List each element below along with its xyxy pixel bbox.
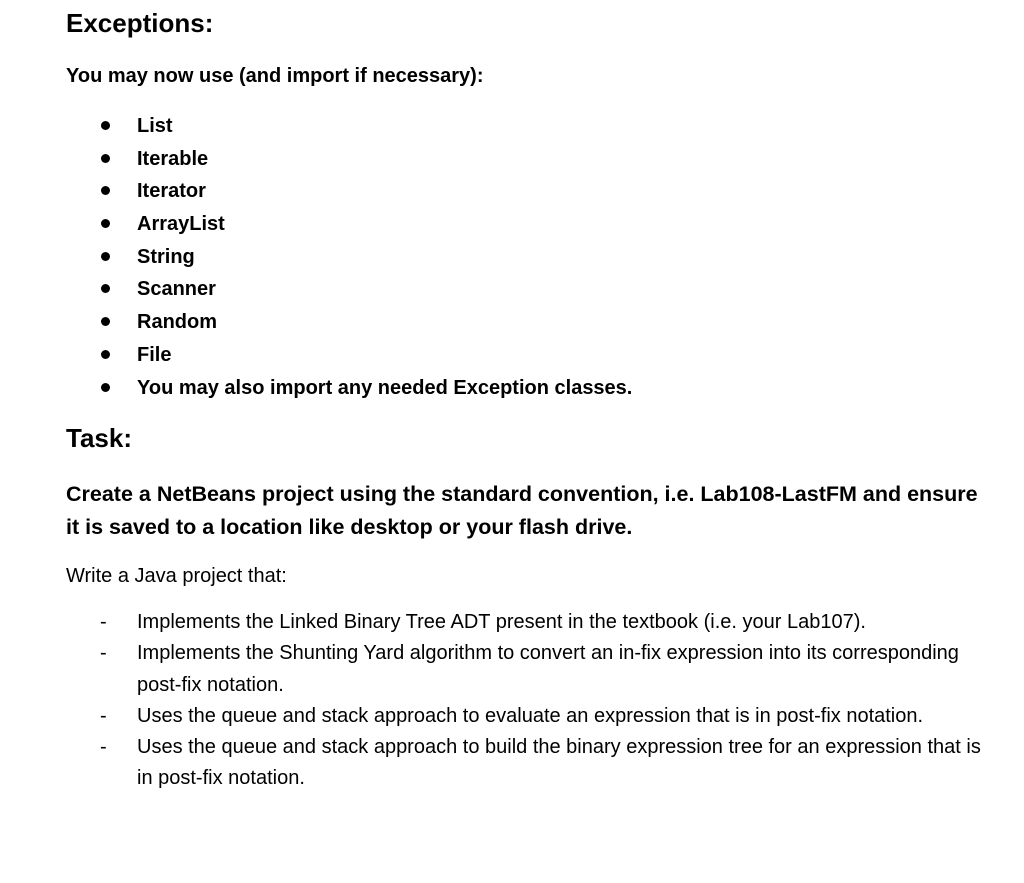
dash-icon: - [100, 704, 107, 727]
bullet-icon [101, 154, 110, 163]
list-item: List [66, 110, 632, 143]
list-item: Iterator [66, 175, 632, 208]
bullet-icon [101, 252, 110, 261]
list-item: - Implements the Linked Binary Tree ADT present in the textbook (i.e. your Lab107). [66, 607, 996, 638]
list-item: Scanner [66, 273, 632, 306]
bullet-icon [101, 317, 110, 326]
write-project-intro: Write a Java project that: [66, 565, 287, 587]
task-heading: Task: [66, 423, 132, 453]
bullet-icon [101, 121, 110, 130]
exceptions-intro: You may now use (and import if necessary): [66, 65, 484, 87]
list-item: String [66, 241, 632, 274]
dash-icon: - [100, 642, 107, 665]
bullet-icon [101, 383, 110, 392]
allowed-imports-list [66, 110, 632, 404]
list-item: Iterable [66, 143, 632, 176]
create-project-instruction: Create a NetBeans project using the standard convention, i.e. Lab108-LastFM and ensure it is saved to a location like desktop or your flash drive. [66, 482, 978, 539]
bullet-icon [101, 284, 110, 293]
dash-icon: - [100, 611, 107, 633]
list-item: File [66, 339, 632, 372]
list-item: ArrayList [66, 208, 632, 241]
bullet-icon [101, 350, 110, 359]
list-item: - Uses the queue and stack approach to evaluate an expression that is in post-fix notation. [66, 701, 996, 732]
list-item: You may also import any needed Exception classes. [66, 372, 632, 405]
bullet-icon [101, 186, 110, 195]
list-item: Random [66, 306, 632, 339]
dash-icon: - [100, 736, 107, 759]
exceptions-heading: Exceptions: [66, 8, 214, 38]
list-item: - Uses the queue and stack approach to build the binary expression tree for an expression that is in post-fix notation. [66, 732, 996, 795]
bullet-icon [101, 219, 110, 228]
list-item: - Implements the Shunting Yard algorithm to convert an in-fix expression into its corresponding post-fix notation. [66, 638, 996, 701]
requirements-list [66, 607, 996, 795]
